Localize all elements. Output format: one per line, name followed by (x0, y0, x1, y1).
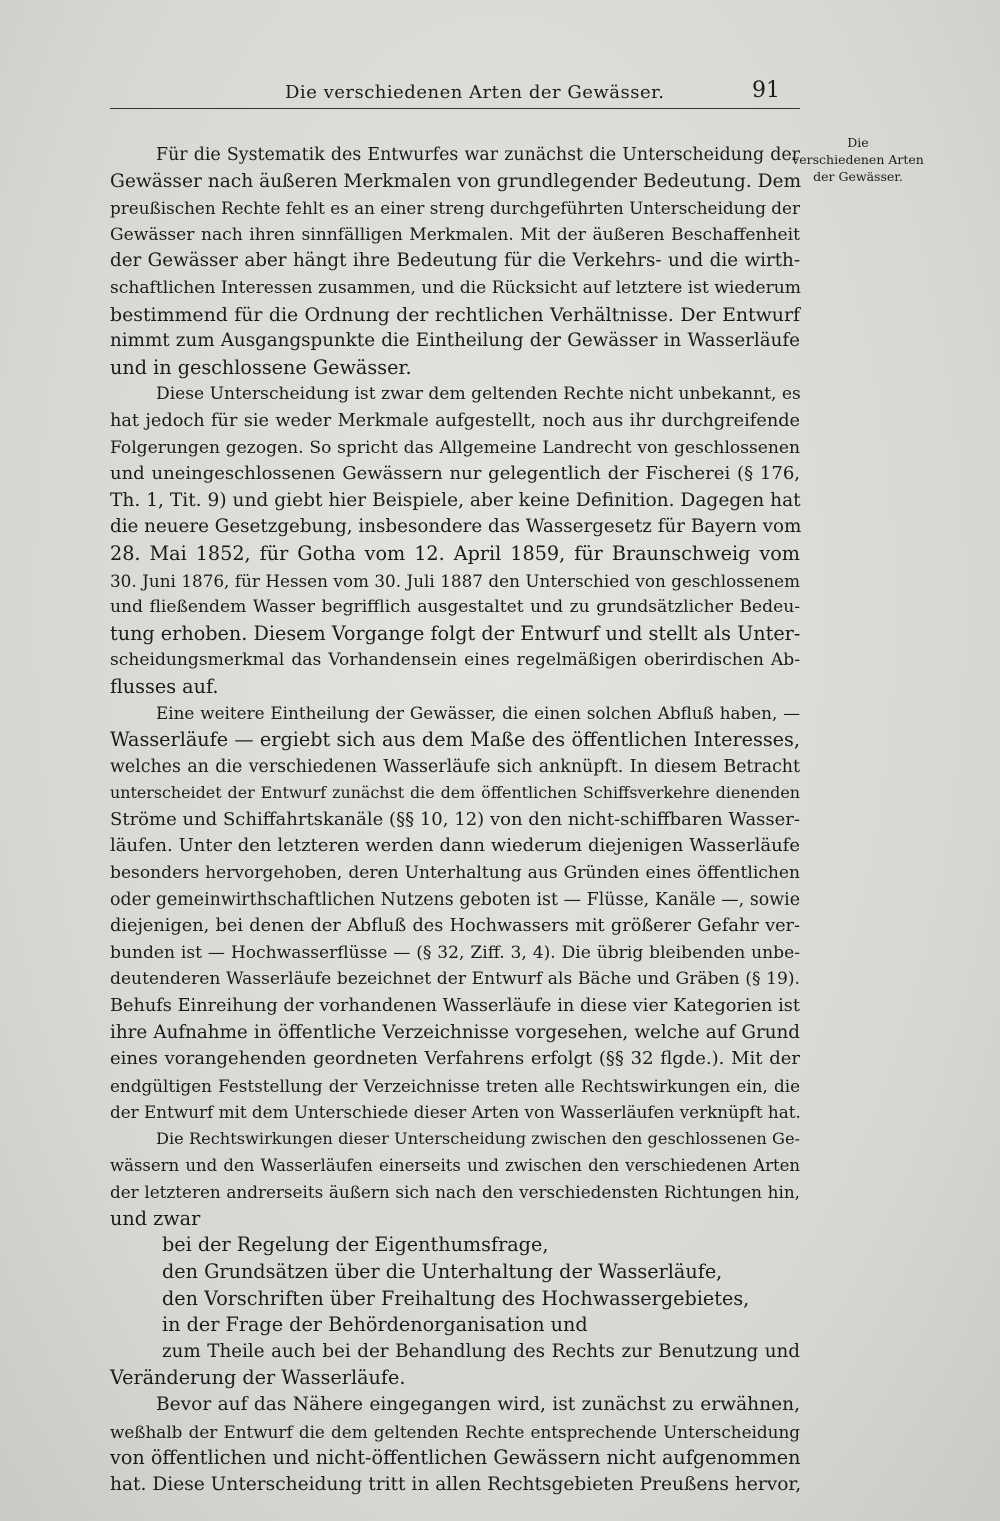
text-line: der letzteren andrerseits äußern sich nach den verschiedensten Richtungen hin, (110, 1182, 800, 1203)
text-line: und zwar (110, 1206, 201, 1230)
text-line: den Vorschriften über Freihaltung des Hochwassergebietes, (162, 1286, 750, 1310)
text-line: nimmt zum Ausgangspunkte die Eintheilung der Gewässer in Wasserläufe (110, 330, 800, 352)
text-line: ihre Aufnahme in öffentliche Verzeichnisse vorgesehen, welche auf Grund (110, 1021, 800, 1043)
margin-note-line: verschiedenen Arten (792, 152, 924, 167)
text-line: besonders hervorgehoben, deren Unterhaltung aus Gründen eines öffentlichen (110, 863, 800, 884)
text-line: von öffentlichen und nicht-öffentlichen Gewässern nicht aufgenommen (110, 1446, 801, 1470)
page-number: 91 (752, 78, 780, 103)
text-line: Wasserläufe — ergiebt sich aus dem Maße des öffentlichen Interesses, (110, 728, 800, 752)
text-line: Die Rechtswirkungen dieser Unterscheidung zwischen den geschlossenen Ge- (156, 1128, 800, 1148)
text-line: 30. Juni 1876, für Hessen vom 30. Juli 1887 den Unterschied von geschlossenem (110, 570, 800, 591)
running-title: Die verschiedenen Arten der Gewässer. (285, 82, 665, 103)
margin-note-line: der Gewässer. (813, 169, 903, 184)
text-line: läufen. Unter den letzteren werden dann wiederum diejenigen Wasserläufe (110, 835, 800, 857)
text-line: welches an die verschiedenen Wasserläufe sich anknüpft. In diesem Betracht (110, 756, 800, 777)
text-line: Folgerungen gezogen. So spricht das Allgemeine Landrecht von geschlossenen (110, 437, 800, 458)
text-line: Gewässer nach äußeren Merkmalen von grundlegender Bedeutung. Dem (110, 170, 802, 192)
body-text (110, 142, 800, 1498)
text-line: in der Frage der Behördenorganisation und (162, 1313, 588, 1337)
text-line: flusses auf. (110, 674, 219, 698)
text-line: Für die Systematik des Entwurfes war zunächst die Unterscheidung der (156, 145, 800, 165)
text-line: endgültigen Feststellung der Verzeichnisse treten alle Rechtswirkungen ein, die (110, 1075, 800, 1096)
text-line: und in geschlossene Gewässer. (110, 355, 412, 379)
text-line: preußischen Rechte fehlt es an einer streng durchgeführten Unterscheidung der (110, 198, 800, 219)
text-line: und fließendem Wasser begrifflich ausgestaltet und zu grundsätzlicher Bedeu- (110, 597, 800, 618)
text-line: unterscheidet der Entwurf zunächst die dem öffentlichen Schiffsverkehre dienenden (110, 783, 800, 803)
text-line: schaftlichen Interessen zusammen, und die Rücksicht auf letztere ist wiederum (110, 277, 801, 298)
text-line: bunden ist — Hochwasserflüsse — (§ 32, Ziff. 3, 4). Die übrig bleibenden unbe- (110, 942, 800, 963)
text-line: eines vorangehenden geordneten Verfahrens erfolgt (§§ 32 flgde.). Mit der (110, 1048, 800, 1070)
text-line: scheidungsmerkmal das Vorhandensein eines regelmäßigen oberirdischen Ab- (110, 650, 800, 671)
running-head (110, 78, 800, 109)
text-line: die neuere Gesetzgebung, insbesondere das Wassergesetz für Bayern vom (110, 516, 802, 538)
text-line: deutenderen Wasserläufe bezeichnet der Entwurf als Bäche und Gräben (§ 19). (110, 969, 800, 990)
margin-note-line: Die (847, 135, 869, 150)
text-line: wässern und den Wasserläufen einerseits und zwischen den verschiedenen Arten (110, 1155, 800, 1175)
text-line: tung erhoben. Diesem Vorgange folgt der Entwurf und stellt als Unter- (110, 621, 801, 645)
text-line: Eine weitere Eintheilung der Gewässer, die einen solchen Abfluß haben, — (156, 703, 800, 724)
text-line: oder gemeinwirthschaftlichen Nutzens geboten ist — Flüsse, Kanäle —, sowie (110, 889, 800, 910)
text-line: hat jedoch für sie weder Merkmale aufgestellt, noch aus ihr durchgreifende (110, 410, 800, 431)
text-line: Ströme und Schiffahrtskanäle (§§ 10, 12) von den nicht-schiffbaren Wasser- (110, 808, 800, 830)
text-line: Gewässer nach ihren sinnfälligen Merkmalen. Mit der äußeren Beschaffenheit (110, 224, 800, 245)
text-line: bei der Regelung der Eigenthumsfrage, (162, 1233, 549, 1257)
text-line: Veränderung der Wasserläufe. (110, 1366, 406, 1390)
text-line: bestimmend für die Ordnung der rechtlichen Verhältnisse. Der Entwurf (110, 303, 800, 326)
text-line: diejenigen, bei denen der Abfluß des Hochwassers mit größerer Gefahr ver- (110, 916, 800, 937)
text-line: Diese Unterscheidung ist zwar dem geltenden Rechte nicht unbekannt, es (156, 384, 801, 405)
text-line: der Gewässer aber hängt ihre Bedeutung für die Verkehrs- und die wirth- (110, 250, 800, 272)
text-line: und uneingeschlossenen Gewässern nur gelegentlich der Fischerei (§ 176, (110, 463, 800, 485)
text-line: Th. 1, Tit. 9) und giebt hier Beispiele, aber keine Definition. Dagegen hat (110, 489, 801, 511)
text-line: zum Theile auch bei der Behandlung des Rechts zur Benutzung und (162, 1340, 800, 1362)
text-line: 28. Mai 1852, für Gotha vom 12. April 1859, für Braunschweig vom (110, 541, 800, 565)
text-line: hat. Diese Unterscheidung tritt in allen Rechtsgebieten Preußens hervor, (110, 1473, 802, 1495)
text-line: den Grundsätzen über die Unterhaltung der Wasserläufe, (162, 1259, 723, 1283)
margin-note (788, 134, 928, 185)
text-line: der Entwurf mit dem Unterschiede dieser Arten von Wasserläufen verknüpft hat. (110, 1102, 801, 1123)
text-line: weßhalb der Entwurf die dem geltenden Rechte entsprechende Unterscheidung (110, 1421, 800, 1442)
text-line: Behufs Einreihung der vorhandenen Wasserläufe in diese vier Kategorien ist (110, 996, 800, 1016)
text-line: Bevor auf das Nähere eingegangen wird, ist zunächst zu erwähnen, (156, 1393, 800, 1415)
